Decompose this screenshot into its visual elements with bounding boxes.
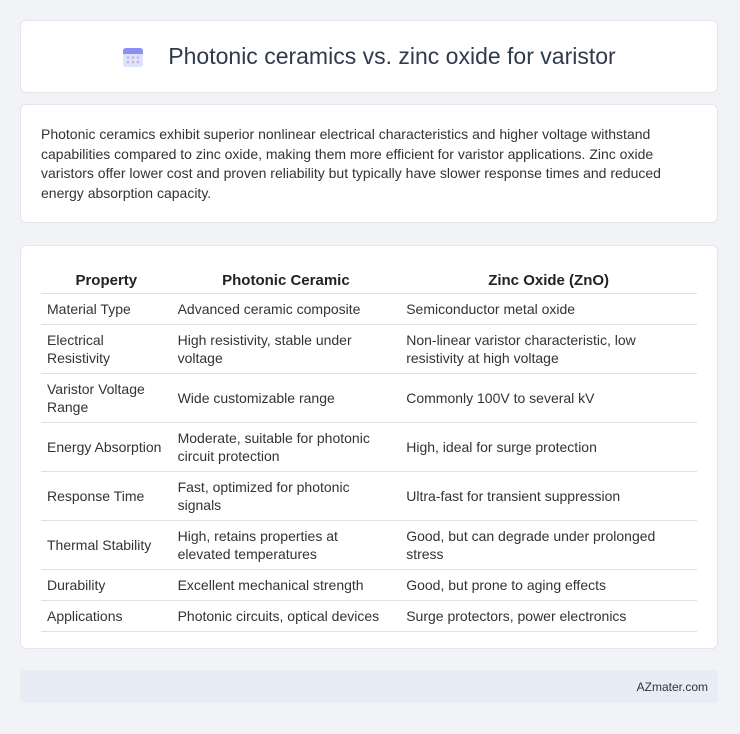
cell-photonic: Fast, optimized for photonic signals <box>172 472 401 521</box>
table-row <box>41 325 697 374</box>
cell-zno: Semiconductor metal oxide <box>400 294 697 325</box>
summary-text: Photonic ceramics exhibit superior nonlinear electrical characteristics and higher voltage withstand capabilities compared to zinc oxide, making them more efficient for varistor applications. Zinc oxide varistors offer lower cost and proven reliability but typically have slower response times and reduced energy absorption capacity. <box>41 126 661 201</box>
cell-zno: Commonly 100V to several kV <box>400 374 697 423</box>
title-card <box>20 20 718 93</box>
calendar-icon <box>122 46 144 68</box>
cell-photonic: Excellent mechanical strength <box>172 570 401 601</box>
cell-property: Energy Absorption <box>41 423 172 472</box>
header-photonic-ceramic: Photonic Ceramic <box>172 268 401 294</box>
comparison-card <box>20 245 718 649</box>
cell-property: Electrical Resistivity <box>41 325 172 374</box>
table-header-row <box>41 268 697 294</box>
cell-property: Durability <box>41 570 172 601</box>
table-row <box>41 601 697 632</box>
cell-photonic: High, retains properties at elevated temperatures <box>172 521 401 570</box>
cell-property: Applications <box>41 601 172 632</box>
header-zinc-oxide: Zinc Oxide (ZnO) <box>400 268 697 294</box>
table-row <box>41 472 697 521</box>
cell-property: Material Type <box>41 294 172 325</box>
page-title: Photonic ceramics vs. zinc oxide for varistor <box>168 43 616 69</box>
cell-property: Thermal Stability <box>41 521 172 570</box>
cell-photonic: Photonic circuits, optical devices <box>172 601 401 632</box>
cell-zno: Good, but can degrade under prolonged stress <box>400 521 697 570</box>
table-row <box>41 294 697 325</box>
table-row <box>41 374 697 423</box>
cell-zno: Ultra-fast for transient suppression <box>400 472 697 521</box>
header-property: Property <box>41 268 172 294</box>
cell-photonic: High resistivity, stable under voltage <box>172 325 401 374</box>
table-row <box>41 521 697 570</box>
table-row <box>41 423 697 472</box>
cell-photonic: Advanced ceramic composite <box>172 294 401 325</box>
cell-zno: Non-linear varistor characteristic, low resistivity at high voltage <box>400 325 697 374</box>
cell-zno: High, ideal for surge protection <box>400 423 697 472</box>
footer-brand-link[interactable]: AZmater.com <box>636 679 708 694</box>
cell-zno: Surge protectors, power electronics <box>400 601 697 632</box>
cell-property: Response Time <box>41 472 172 521</box>
cell-photonic: Moderate, suitable for photonic circuit protection <box>172 423 401 472</box>
comparison-table <box>41 268 697 632</box>
cell-zno: Good, but prone to aging effects <box>400 570 697 601</box>
cell-photonic: Wide customizable range <box>172 374 401 423</box>
table-row <box>41 570 697 601</box>
summary-card <box>20 104 718 223</box>
cell-property: Varistor Voltage Range <box>41 374 172 423</box>
footer-bar <box>20 670 718 703</box>
